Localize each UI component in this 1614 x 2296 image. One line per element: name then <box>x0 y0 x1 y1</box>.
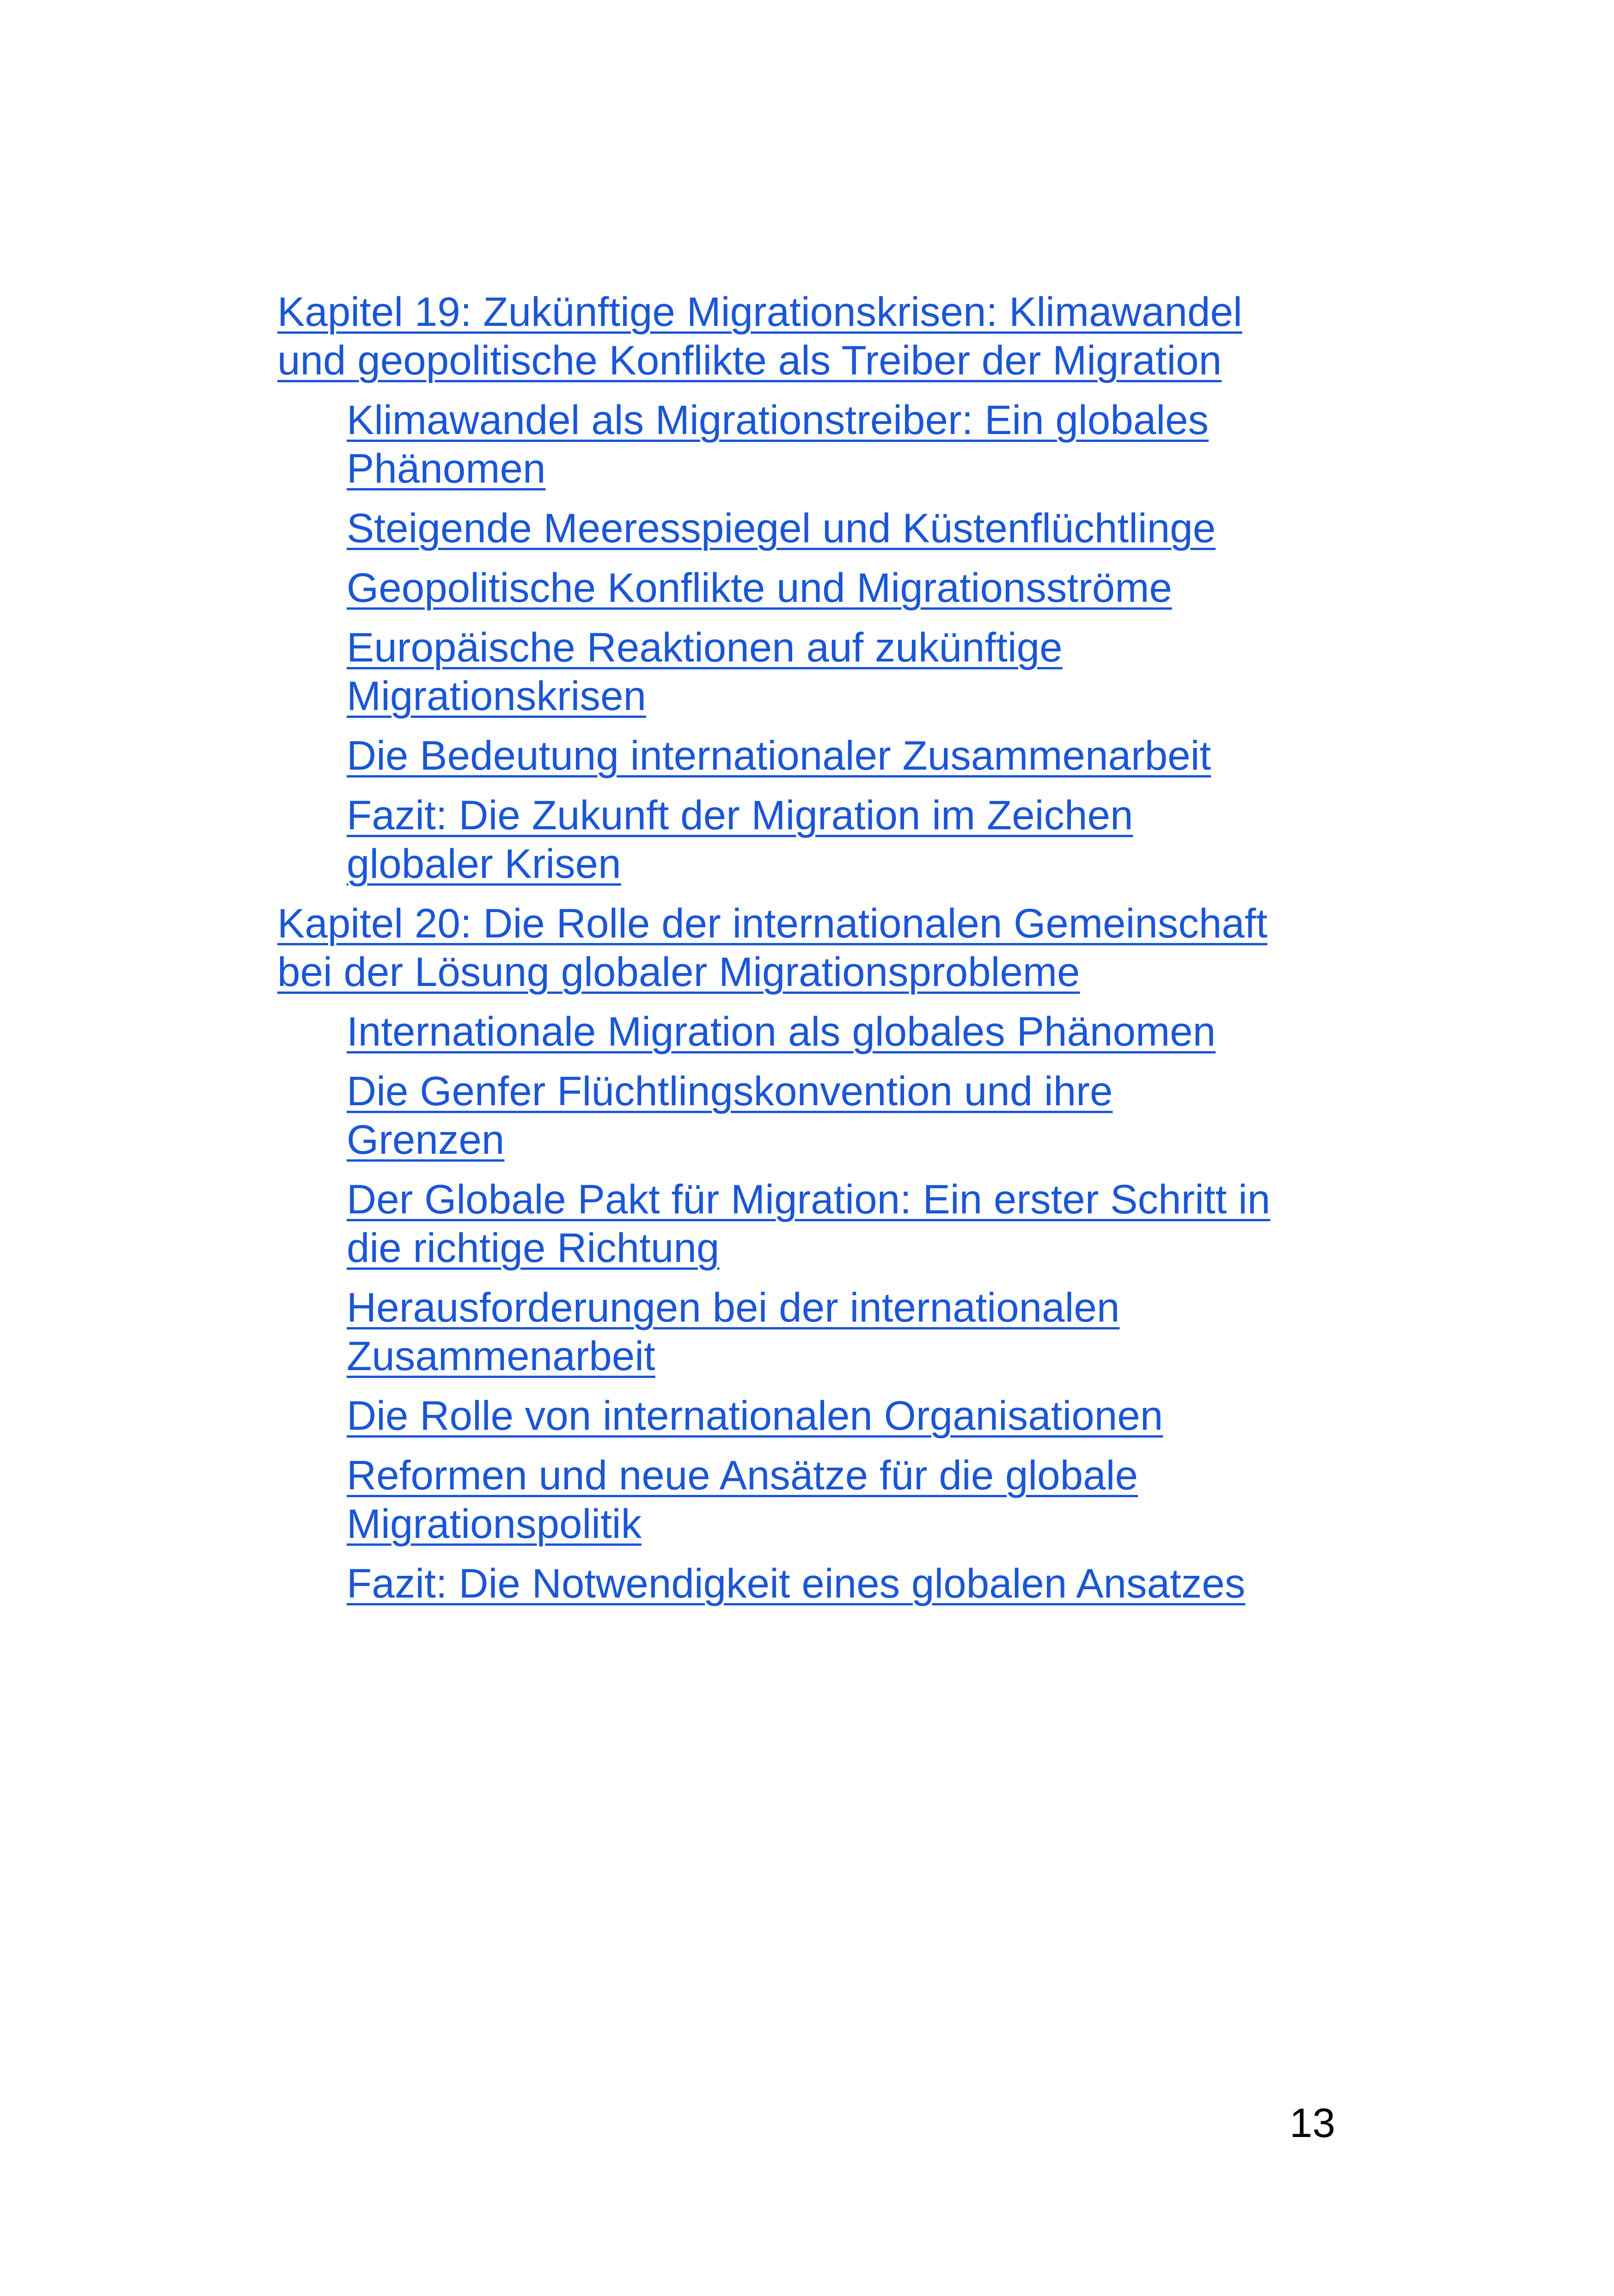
toc-link-section[interactable]: Die Genfer Flüchtlingskonvention und ihre Grenzen <box>347 1068 1113 1163</box>
table-of-contents <box>277 288 1359 1619</box>
toc-link-section[interactable]: Der Globale Pakt für Migration: Ein erster Schritt in die richtige Richtung <box>347 1176 1271 1271</box>
toc-link-chapter-19[interactable]: Kapitel 19: Zukünftige Migrationskrisen: Klimawandel und geopolitische Konflikte als Treiber der Migration <box>277 288 1242 383</box>
toc-link-section[interactable]: Steigende Meeresspiegel und Küstenflüchtlinge <box>347 505 1216 551</box>
toc-link-section[interactable]: Reformen und neue Ansätze für die globale Migrationspolitik <box>347 1452 1138 1547</box>
toc-link-section[interactable]: Fazit: Die Zukunft der Migration im Zeichen globaler Krisen <box>347 792 1133 887</box>
toc-link-section[interactable]: Die Rolle von internationalen Organisationen <box>347 1392 1163 1439</box>
toc-link-section[interactable]: Fazit: Die Notwendigkeit eines globalen Ansatzes <box>347 1560 1246 1606</box>
toc-link-section[interactable]: Herausforderungen bei der internationalen Zusammenarbeit <box>347 1284 1120 1379</box>
toc-link-section[interactable]: Europäische Reaktionen auf zukünftige Migrationskrisen <box>347 624 1063 719</box>
toc-link-chapter-20[interactable]: Kapitel 20: Die Rolle der internationalen Gemeinschaft bei der Lösung globaler Migrationsprobleme <box>277 900 1268 995</box>
toc-link-section[interactable]: Geopolitische Konflikte und Migrationsströme <box>347 564 1172 611</box>
toc-link-section[interactable]: Klimawandel als Migrationstreiber: Ein globales Phänomen <box>347 397 1209 491</box>
toc-link-section[interactable]: Internationale Migration als globales Phänomen <box>347 1008 1216 1054</box>
toc-link-section[interactable]: Die Bedeutung internationaler Zusammenarbeit <box>347 732 1211 778</box>
page-number: 13 <box>1290 2100 1335 2146</box>
